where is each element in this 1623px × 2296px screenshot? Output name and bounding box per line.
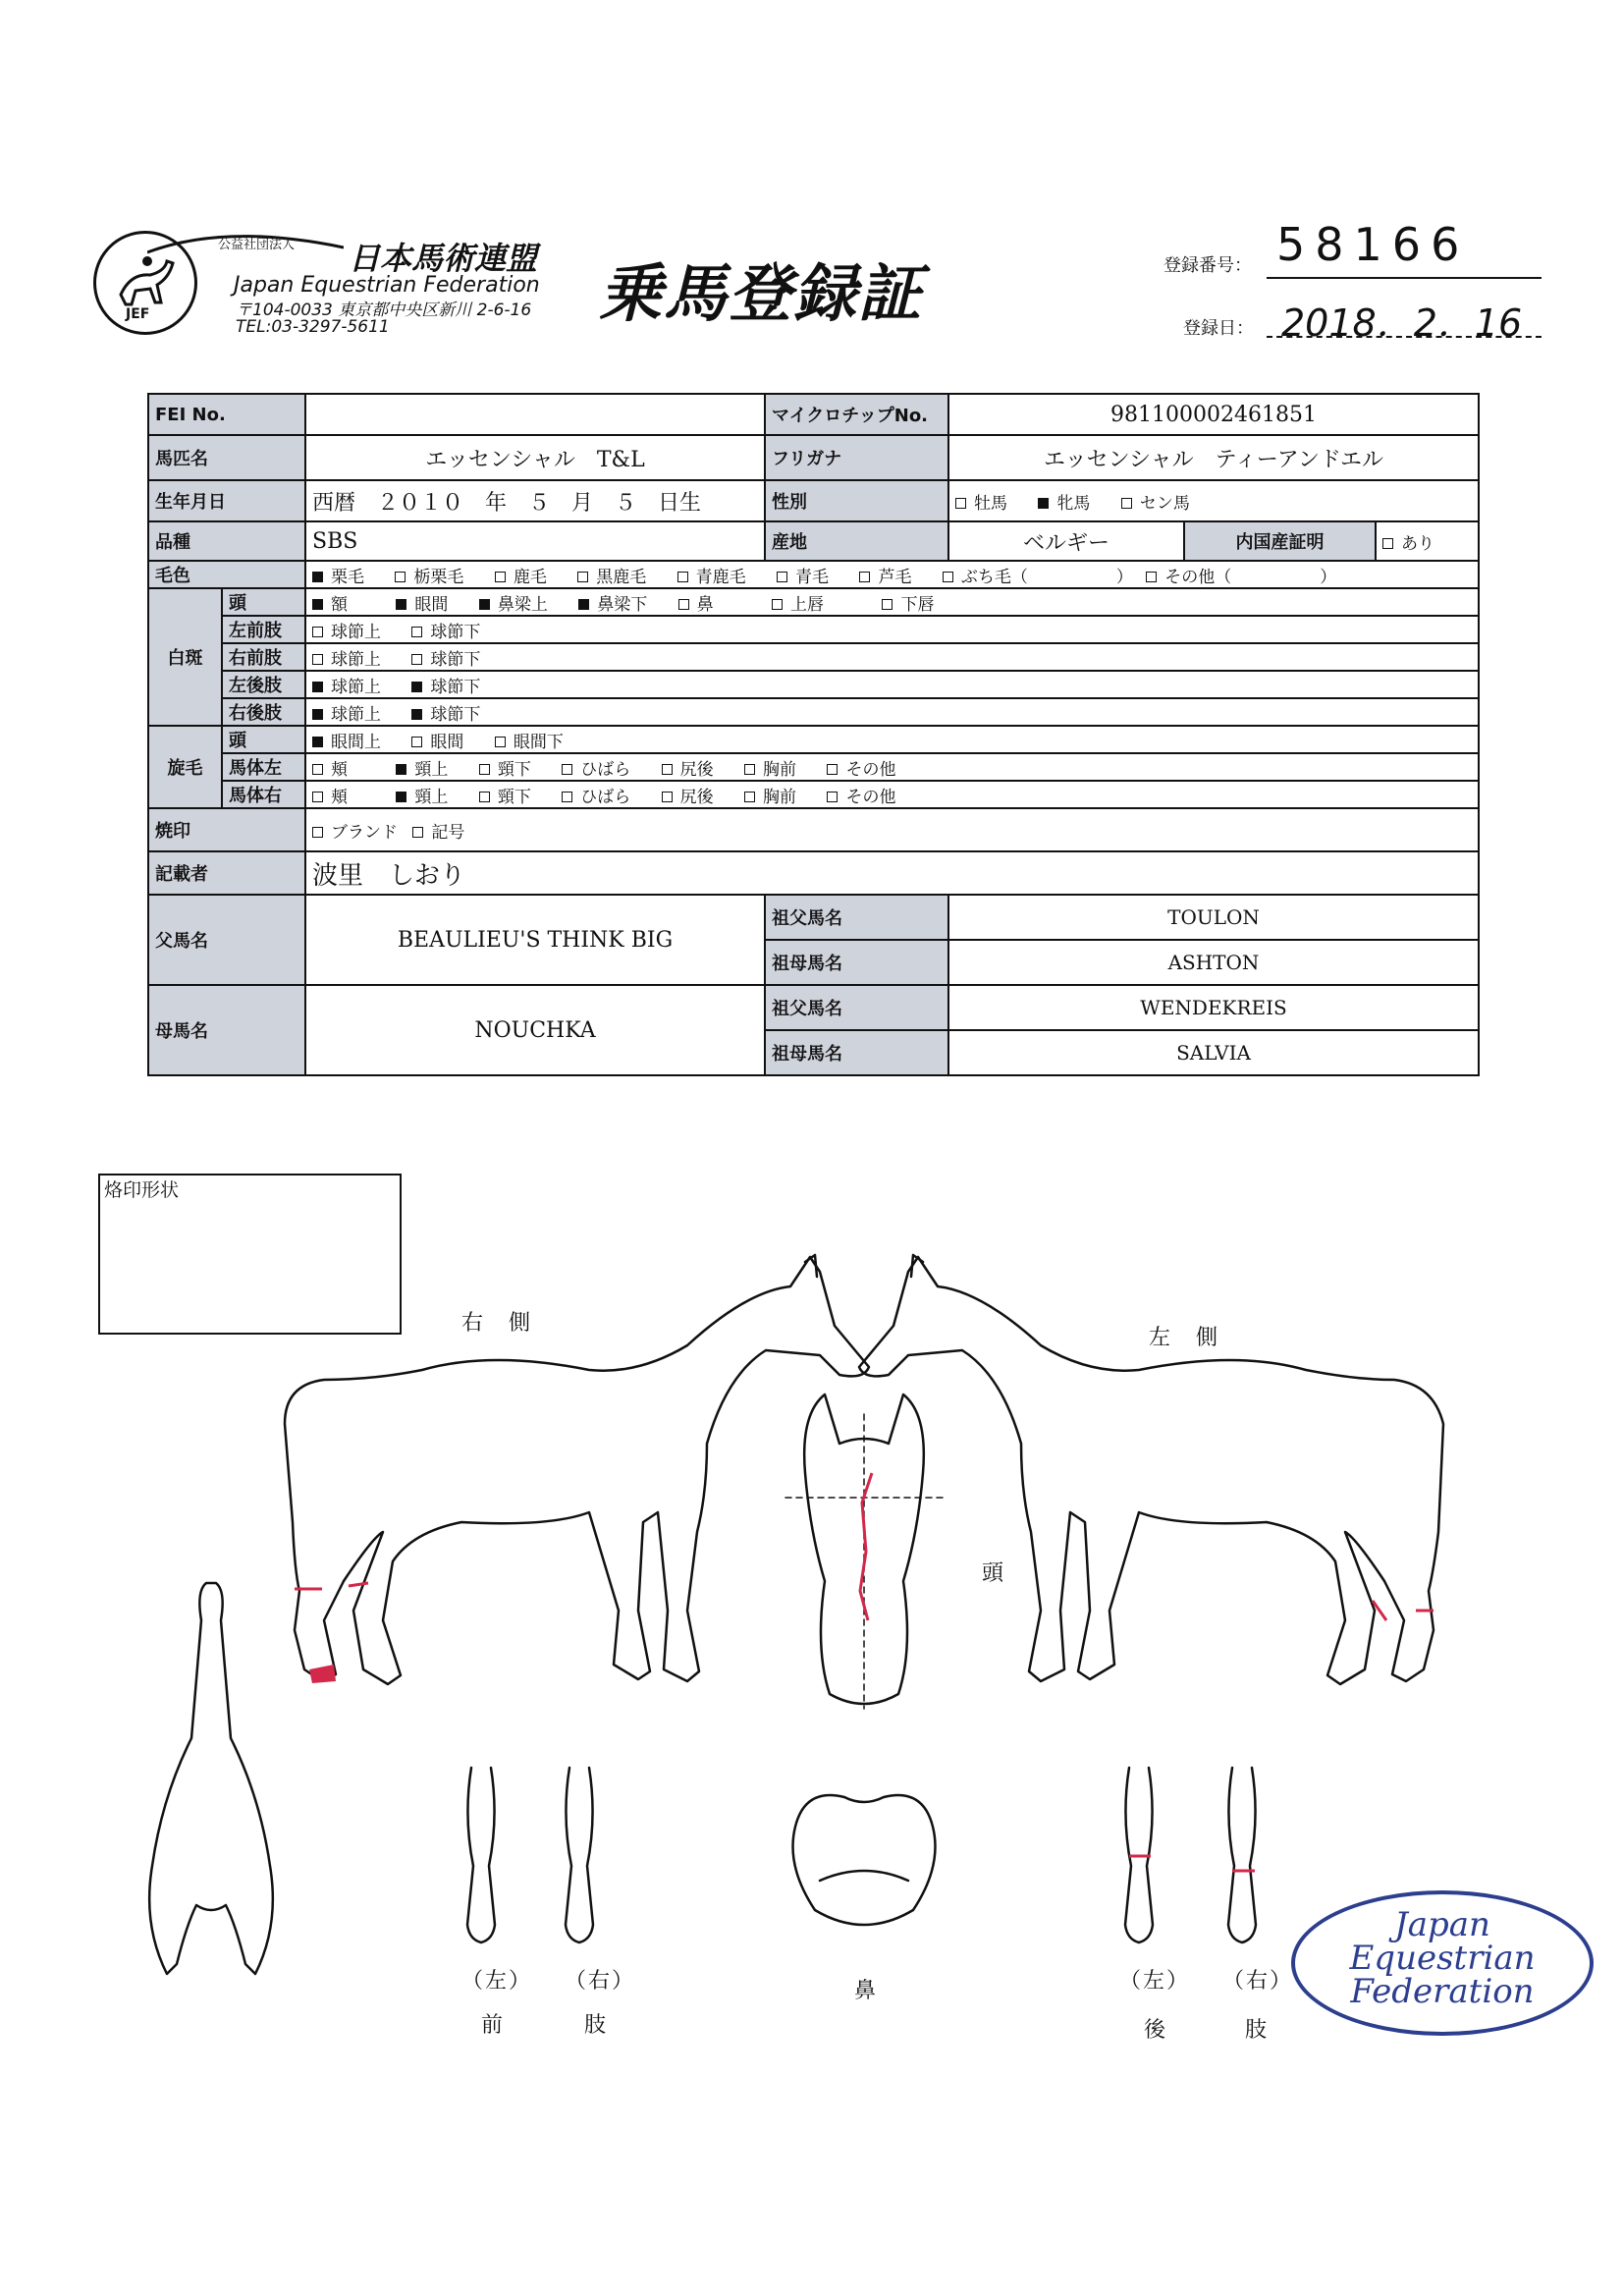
fetlock-below-label: 球節下	[430, 649, 481, 670]
whorl-head-option-label: 眼間上	[331, 732, 382, 752]
brand-shape-label: 烙印形状	[104, 1179, 180, 1201]
sex-option-label: 牡馬	[974, 493, 1008, 514]
fetlock-below-label: 球節下	[430, 677, 481, 697]
whorl-option-label: ひばら	[580, 759, 631, 780]
dam-value: NOUCHKA	[305, 985, 765, 1075]
reg-date-label: 登録日：	[1183, 318, 1254, 339]
microchip-label: マイクロチップNo.	[765, 394, 948, 435]
coat-paren-close: ）	[1115, 567, 1133, 587]
breed-value: SBS	[305, 521, 765, 561]
whorl-option-label: 頬	[331, 787, 349, 807]
hindlimb-label-2: 肢	[1245, 2018, 1270, 2043]
coat-option-label: 青毛	[795, 567, 830, 587]
fetlock-above-label: 球節上	[331, 622, 382, 642]
address-line: 〒104-0033 東京都中央区新川 2-6-16	[236, 301, 532, 320]
forelimb-right	[566, 1768, 593, 1942]
left-side-label: 左 側	[1149, 1326, 1220, 1350]
dam-grandsire-label: 祖父馬名	[765, 985, 948, 1030]
fetlock-above-label: 球節上	[331, 704, 382, 725]
white-head-option-label: 鼻梁上	[497, 594, 548, 615]
seal-line-3: Federation	[1350, 1972, 1535, 2011]
coat-label: 毛色	[148, 561, 305, 588]
whorl-option-label: その他	[845, 787, 896, 807]
tel-line: TEL:03-3297-5611	[236, 317, 390, 337]
sex-option-label: セン馬	[1139, 493, 1190, 514]
sire-value: BEAULIEU'S THINK BIG	[305, 895, 765, 985]
reg-number-value: 58166	[1276, 218, 1470, 271]
org-name-en: Japan Equestrian Federation	[234, 273, 540, 298]
white-head-label: 頭	[222, 588, 305, 616]
domestic-label: 内国産証明	[1184, 521, 1376, 561]
nose-label: 鼻	[854, 1979, 879, 2003]
reg-date-value: 2018．2．16	[1281, 301, 1523, 345]
sex-label: 性別	[765, 480, 948, 521]
fei-label: FEI No.	[148, 394, 305, 435]
horse-right-side-body	[285, 1257, 869, 1684]
white-marking-label: 白斑	[148, 588, 222, 726]
whorl-option-label: 尻後	[679, 759, 714, 780]
hindlimb-label-1: 後	[1144, 2018, 1168, 2043]
hindlimb-right-paren: （右）	[1222, 1969, 1294, 1994]
reg-number-label: 登録番号：	[1163, 255, 1252, 276]
forelimb-label-1: 前	[481, 2013, 506, 2038]
sire-grandsire-label: 祖父馬名	[765, 895, 948, 940]
white-head-option-label: 鼻梁下	[597, 594, 648, 615]
fetlock-below-label: 球節下	[430, 622, 481, 642]
whorl-option-label: その他	[845, 759, 896, 780]
sex-option-label: 牝馬	[1056, 493, 1091, 514]
horse-right-side-ear	[805, 1255, 817, 1277]
whorl-option-label: 頸上	[414, 759, 449, 780]
marking-right-hind-fetlock	[295, 1583, 368, 1589]
coat-option-label: 青鹿毛	[695, 567, 746, 587]
birth-value: 西暦 ２０１０ 年 ５ 月 ５ 日生	[305, 480, 765, 521]
recorder-value: 波里 しおり	[305, 851, 1479, 895]
seal-line-1: Japan	[1394, 1905, 1490, 1944]
head-label: 頭	[982, 1561, 1006, 1586]
white-head-option-label: 額	[331, 594, 349, 615]
origin-value: ベルギー	[948, 521, 1184, 561]
whorl-head-option-label: 眼間下	[513, 732, 564, 752]
brand-label: 焼印	[148, 808, 305, 851]
whorl-label: 旋毛	[148, 726, 222, 808]
horse-top-view	[149, 1583, 273, 1974]
coat-option-label: 栗毛	[331, 567, 365, 587]
breed-label: 品種	[148, 521, 305, 561]
furigana-value: エッセンシャル ティーアンドエル	[948, 435, 1479, 480]
coat-option-label: 栃栗毛	[413, 567, 464, 587]
sire-granddam-value: ASHTON	[948, 940, 1479, 985]
whorl-head-option-label: 眼間	[430, 732, 464, 752]
brand-option-label: ブランド	[331, 822, 399, 843]
marking-right-hoof	[309, 1665, 336, 1683]
whorl-right-label: 馬体右	[222, 781, 305, 808]
federation-seal	[1291, 1890, 1594, 2036]
org-prefix: 公益社団法人	[218, 238, 296, 252]
whorl-option-label: 頸上	[414, 787, 449, 807]
hindlimb-right	[1228, 1768, 1256, 1942]
name-label: 馬匹名	[148, 435, 305, 480]
white-head-option-label: 眼間	[414, 594, 449, 615]
forelimb-left-paren: （左）	[461, 1969, 533, 1994]
nostril-line	[820, 1871, 908, 1881]
whorl-option-label: ひばら	[580, 787, 631, 807]
marking-head-blaze	[860, 1473, 872, 1620]
forelimb-left	[467, 1768, 495, 1942]
birth-label: 生年月日	[148, 480, 305, 521]
domestic-option-label: あり	[1401, 533, 1435, 554]
white-lf-label: 左前肢	[222, 616, 305, 643]
whorl-option-label: 頸下	[497, 787, 531, 807]
white-head-option-label: 上唇	[790, 594, 825, 615]
white-rf-label: 右前肢	[222, 643, 305, 671]
fetlock-above-label: 球節上	[331, 677, 382, 697]
white-lh-label: 左後肢	[222, 671, 305, 698]
whorl-head-label: 頭	[222, 726, 305, 753]
horse-nose-drawing	[793, 1795, 936, 1925]
dam-label: 母馬名	[148, 985, 305, 1075]
origin-label: 産地	[765, 521, 948, 561]
coat-option-label: 鹿毛	[513, 567, 547, 587]
whorl-option-label: 胸前	[763, 787, 797, 807]
dam-granddam-label: 祖母馬名	[765, 1030, 948, 1075]
coat-option-label: 芦毛	[878, 567, 912, 587]
furigana-label: フリガナ	[765, 435, 948, 480]
whorl-option-label: 頬	[331, 759, 349, 780]
coat-option-label: その他（	[1164, 567, 1232, 587]
forelimb-label-2: 肢	[584, 2013, 609, 2038]
name-value: エッセンシャル T&L	[305, 435, 765, 480]
whorl-option-label: 頸下	[497, 759, 531, 780]
hindlimb-left-paren: （左）	[1119, 1969, 1191, 1994]
recorder-label: 記載者	[148, 851, 305, 895]
white-rh-label: 右後肢	[222, 698, 305, 726]
coat-option-label: 黒鹿毛	[596, 567, 647, 587]
white-head-option-label: 鼻	[696, 594, 714, 615]
microchip-value: 981100002461851	[948, 394, 1479, 435]
white-head-option-label: 下唇	[900, 594, 935, 615]
whorl-left-label: 馬体左	[222, 753, 305, 781]
whorl-option-label: 尻後	[679, 787, 714, 807]
sire-grandsire-value: TOULON	[948, 895, 1479, 940]
coat-paren-close: ）	[1320, 567, 1337, 587]
fetlock-below-label: 球節下	[430, 704, 481, 725]
sire-label: 父馬名	[148, 895, 305, 985]
seal-line-2: Equestrian	[1349, 1939, 1536, 1978]
fetlock-above-label: 球節上	[331, 649, 382, 670]
logo-text: JEF	[126, 306, 150, 322]
right-side-label: 右 側	[461, 1311, 533, 1336]
sire-granddam-label: 祖母馬名	[765, 940, 948, 985]
dam-grandsire-value: WENDEKREIS	[948, 985, 1479, 1030]
document-title: 乗馬登録証	[599, 258, 923, 331]
whorl-option-label: 胸前	[763, 759, 797, 780]
forelimb-right-paren: （右）	[565, 1969, 636, 1994]
horse-left-side-ear	[911, 1255, 923, 1277]
dam-granddam-value: SALVIA	[948, 1030, 1479, 1075]
coat-option-label: ぶち毛（	[960, 567, 1028, 587]
brand-option-label: 記号	[431, 822, 465, 843]
org-name: 日本馬術連盟	[349, 240, 538, 277]
